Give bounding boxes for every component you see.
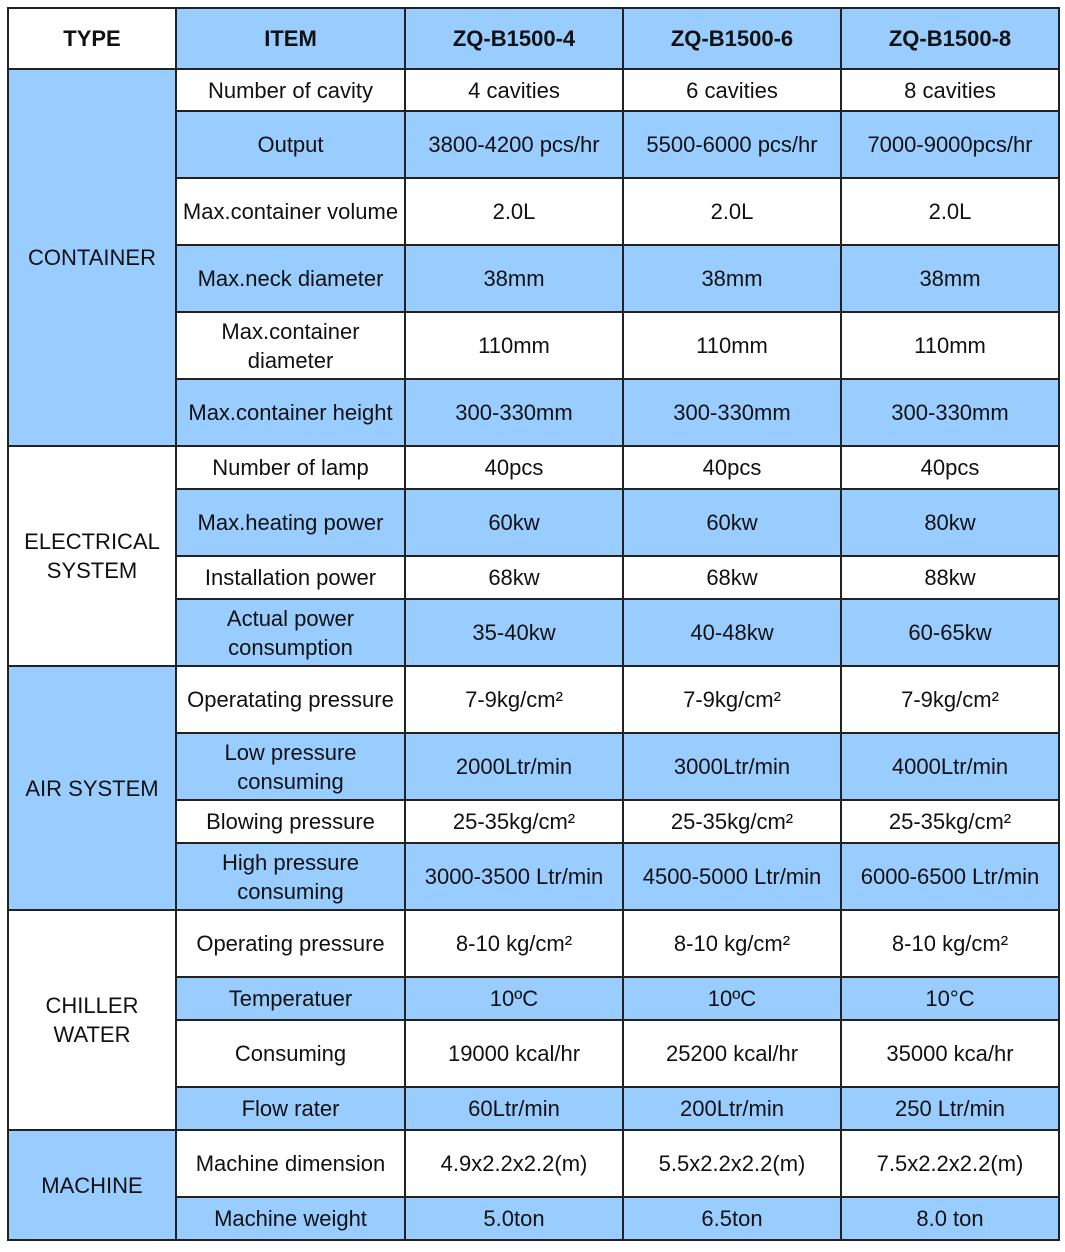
- value-cell: 60-65kw: [841, 599, 1059, 666]
- value-cell: 8.0 ton: [841, 1197, 1059, 1240]
- item-cell: Number of lamp: [176, 446, 405, 489]
- value-cell: 110mm: [623, 312, 841, 379]
- spec-table: [7, 7, 1060, 1241]
- value-cell: 110mm: [405, 312, 623, 379]
- value-cell: 3000Ltr/min: [623, 733, 841, 800]
- type-cell: CHILLER WATER: [8, 910, 176, 1130]
- value-cell: 110mm: [841, 312, 1059, 379]
- value-cell: 40pcs: [623, 446, 841, 489]
- value-cell: 38mm: [405, 245, 623, 312]
- value-cell: 8-10 kg/cm²: [841, 910, 1059, 977]
- value-cell: 35-40kw: [405, 599, 623, 666]
- item-cell: Operatating pressure: [176, 666, 405, 733]
- value-cell: 60Ltr/min: [405, 1087, 623, 1130]
- value-cell: 7.5x2.2x2.2(m): [841, 1130, 1059, 1197]
- value-cell: 6 cavities: [623, 69, 841, 111]
- item-cell: Consuming: [176, 1020, 405, 1087]
- value-cell: 25-35kg/cm²: [841, 800, 1059, 843]
- header-item: ITEM: [176, 8, 405, 69]
- value-cell: 60kw: [623, 489, 841, 556]
- value-cell: 8-10 kg/cm²: [405, 910, 623, 977]
- value-cell: 7-9kg/cm²: [405, 666, 623, 733]
- table-body: [8, 69, 1059, 1240]
- value-cell: 25-35kg/cm²: [623, 800, 841, 843]
- value-cell: 300-330mm: [405, 379, 623, 446]
- value-cell: 300-330mm: [841, 379, 1059, 446]
- item-cell: Machine dimension: [176, 1130, 405, 1197]
- value-cell: 5.5x2.2x2.2(m): [623, 1130, 841, 1197]
- item-cell: Low pressure consuming: [176, 733, 405, 800]
- table-row: [8, 910, 1059, 977]
- value-cell: 3000-3500 Ltr/min: [405, 843, 623, 910]
- value-cell: 6.5ton: [623, 1197, 841, 1240]
- item-cell: Max.container volume: [176, 178, 405, 245]
- item-cell: Temperatuer: [176, 977, 405, 1020]
- value-cell: 3800-4200 pcs/hr: [405, 111, 623, 178]
- value-cell: 7-9kg/cm²: [841, 666, 1059, 733]
- header-model: ZQ-B1500-4: [405, 8, 623, 69]
- value-cell: 10ºC: [405, 977, 623, 1020]
- value-cell: 40pcs: [841, 446, 1059, 489]
- header-model: ZQ-B1500-6: [623, 8, 841, 69]
- value-cell: 2.0L: [623, 178, 841, 245]
- type-cell: MACHINE: [8, 1130, 176, 1240]
- value-cell: 2.0L: [405, 178, 623, 245]
- value-cell: 5.0ton: [405, 1197, 623, 1240]
- value-cell: 7000-9000pcs/hr: [841, 111, 1059, 178]
- item-cell: Operating pressure: [176, 910, 405, 977]
- item-cell: Flow rater: [176, 1087, 405, 1130]
- value-cell: 25-35kg/cm²: [405, 800, 623, 843]
- item-cell: Blowing pressure: [176, 800, 405, 843]
- value-cell: 10ºC: [623, 977, 841, 1020]
- item-cell: Machine weight: [176, 1197, 405, 1240]
- item-cell: Installation power: [176, 556, 405, 599]
- value-cell: 10°C: [841, 977, 1059, 1020]
- value-cell: 68kw: [623, 556, 841, 599]
- value-cell: 8-10 kg/cm²: [623, 910, 841, 977]
- value-cell: 4500-5000 Ltr/min: [623, 843, 841, 910]
- value-cell: 60kw: [405, 489, 623, 556]
- value-cell: 2000Ltr/min: [405, 733, 623, 800]
- item-cell: Actual power consumption: [176, 599, 405, 666]
- value-cell: 8 cavities: [841, 69, 1059, 111]
- value-cell: 40pcs: [405, 446, 623, 489]
- header-type: TYPE: [8, 8, 176, 69]
- value-cell: 38mm: [623, 245, 841, 312]
- value-cell: 19000 kcal/hr: [405, 1020, 623, 1087]
- item-cell: Output: [176, 111, 405, 178]
- value-cell: 4000Ltr/min: [841, 733, 1059, 800]
- type-cell: AIR SYSTEM: [8, 666, 176, 910]
- value-cell: 4.9x2.2x2.2(m): [405, 1130, 623, 1197]
- value-cell: 25200 kcal/hr: [623, 1020, 841, 1087]
- table-row: [8, 69, 1059, 111]
- value-cell: 200Ltr/min: [623, 1087, 841, 1130]
- item-cell: Max.neck diameter: [176, 245, 405, 312]
- item-cell: Max.container height: [176, 379, 405, 446]
- value-cell: 5500-6000 pcs/hr: [623, 111, 841, 178]
- table-row: [8, 1130, 1059, 1197]
- table-row: [8, 666, 1059, 733]
- value-cell: 250 Ltr/min: [841, 1087, 1059, 1130]
- value-cell: 38mm: [841, 245, 1059, 312]
- value-cell: 6000-6500 Ltr/min: [841, 843, 1059, 910]
- value-cell: 35000 kca/hr: [841, 1020, 1059, 1087]
- value-cell: 2.0L: [841, 178, 1059, 245]
- value-cell: 40-48kw: [623, 599, 841, 666]
- value-cell: 80kw: [841, 489, 1059, 556]
- value-cell: 88kw: [841, 556, 1059, 599]
- value-cell: 300-330mm: [623, 379, 841, 446]
- header-row: [8, 8, 1059, 69]
- item-cell: High pressure consuming: [176, 843, 405, 910]
- type-cell: CONTAINER: [8, 69, 176, 446]
- item-cell: Number of cavity: [176, 69, 405, 111]
- value-cell: 4 cavities: [405, 69, 623, 111]
- value-cell: 7-9kg/cm²: [623, 666, 841, 733]
- item-cell: Max.container diameter: [176, 312, 405, 379]
- value-cell: 68kw: [405, 556, 623, 599]
- header-model: ZQ-B1500-8: [841, 8, 1059, 69]
- item-cell: Max.heating power: [176, 489, 405, 556]
- type-cell: ELECTRICAL SYSTEM: [8, 446, 176, 666]
- table-row: [8, 446, 1059, 489]
